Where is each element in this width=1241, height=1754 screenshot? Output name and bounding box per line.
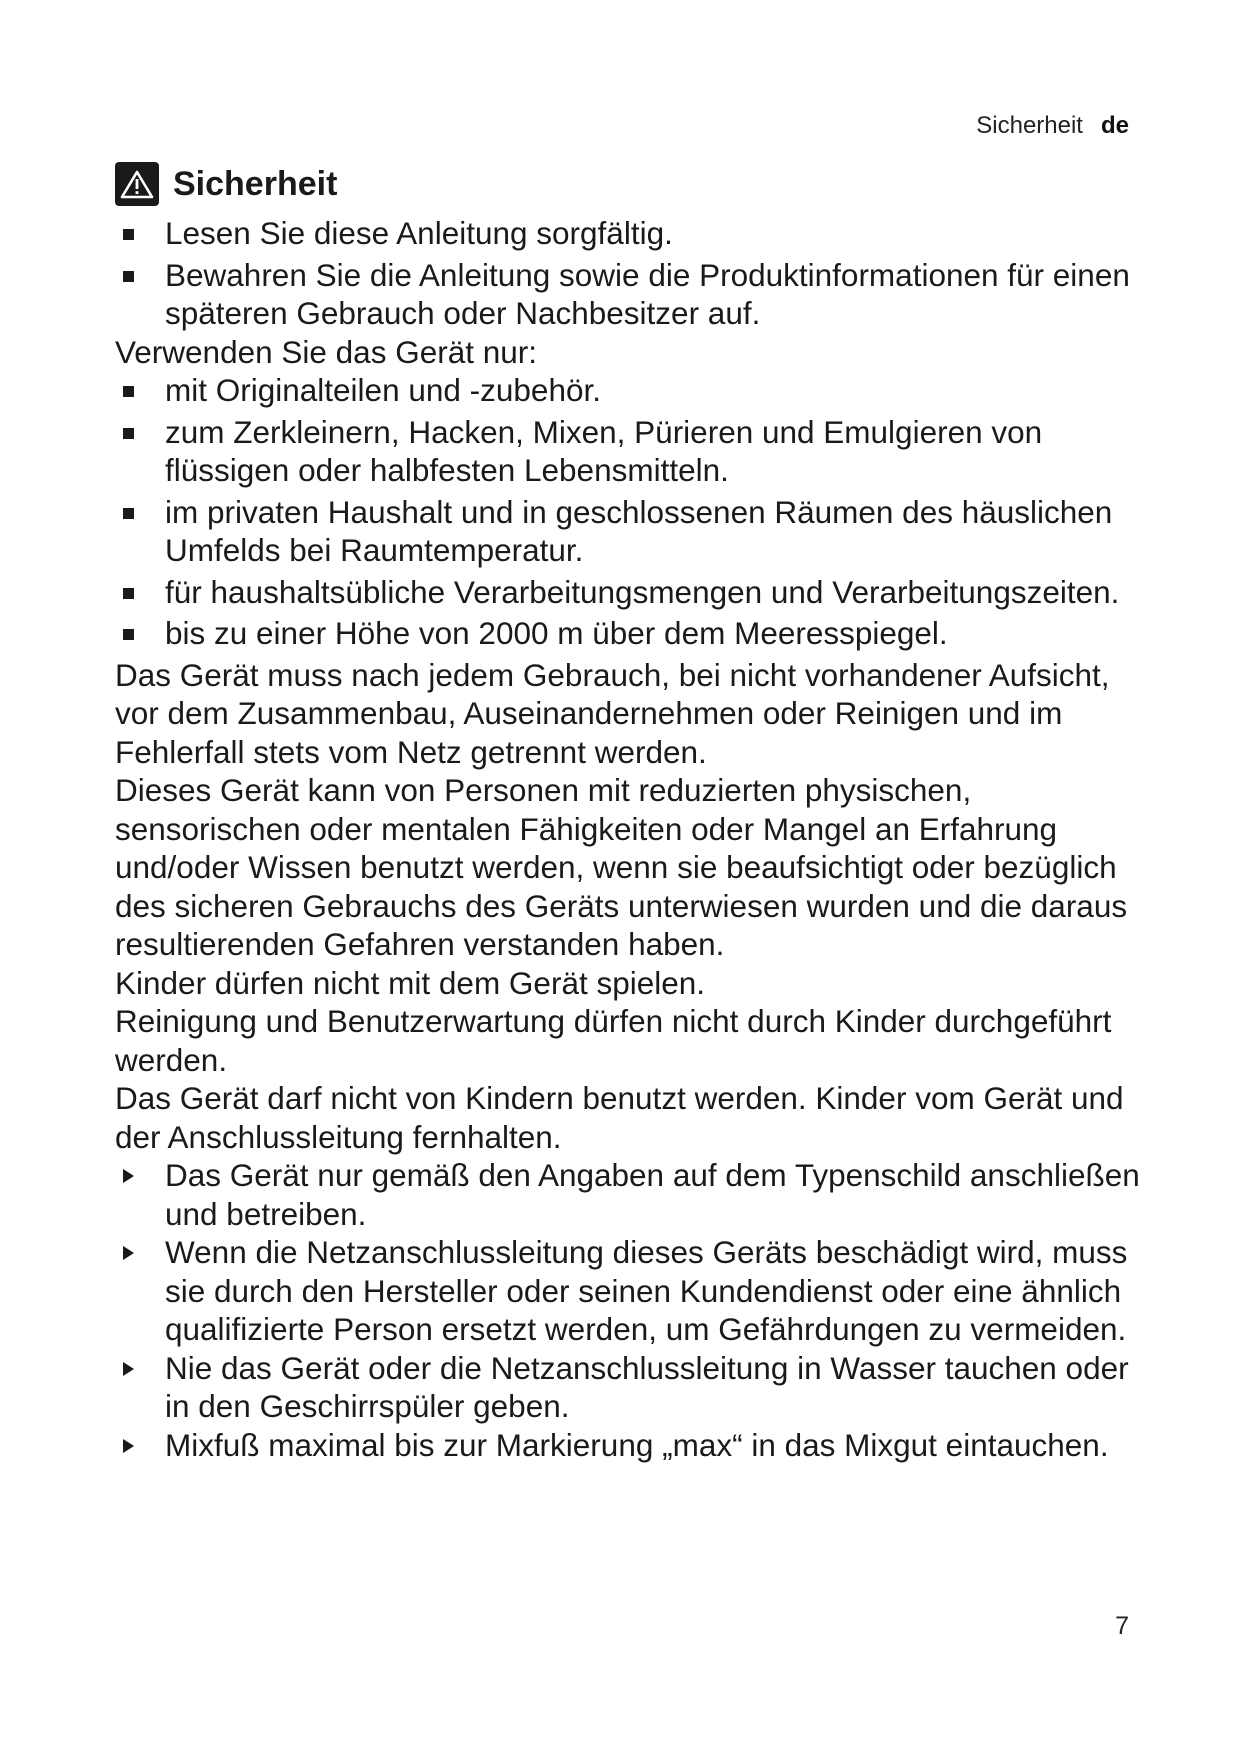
list-item: Lesen Sie diese Anleitung sorgfältig. (115, 214, 1150, 253)
warning-triangle-icon (115, 162, 159, 206)
bullet-square-icon (123, 588, 134, 599)
paragraph: Kinder dürfen nicht mit dem Gerät spielen. (115, 964, 706, 1001)
bullet-square-icon (123, 508, 134, 519)
bullet-square-icon (123, 386, 134, 397)
list-item: bis zu einer Höhe von 2000 m über dem Meeresspiegel. (115, 614, 1150, 653)
running-header (976, 112, 1129, 140)
instruction-item: Wenn die Netzanschlussleitung dieses Geräts beschädigt wird, muss sie durch den Hersteller oder seinen Kundendienst oder eine ähnlich qualifizierte Person ersetzt werden, um Gefährdungen zu vermeiden. (115, 1233, 1150, 1349)
list-item: mit Originalteilen und -zubehör. (115, 371, 1150, 410)
list-item: Bewahren Sie die Anleitung sowie die Produktinformationen für einen späteren Gebrauch oder Nachbesitzer auf. (115, 256, 1150, 333)
language-code: de (1100, 112, 1129, 139)
bullet-square-icon (123, 271, 134, 282)
section-title: Sicherheit (173, 164, 338, 203)
list-item: im privaten Haushalt und in geschlossenen Räumen des häuslichen Umfelds bei Raumtemperatur. (115, 493, 1150, 570)
bullet-square-icon (123, 629, 134, 640)
list-item: zum Zerkleinern, Hacken, Mixen, Pürieren und Emulgieren von flüssigen oder halbfesten Lebensmitteln. (115, 413, 1150, 490)
instruction-item: Nie das Gerät oder die Netzanschlussleitung in Wasser tauchen oder in den Geschirrspüler geben. (115, 1349, 1150, 1426)
arrow-right-icon (123, 1362, 134, 1376)
safety-section (115, 160, 1150, 1464)
paragraph: Reinigung und Benutzerwartung dürfen nicht durch Kinder durchgeführt werden. (115, 1003, 1112, 1078)
bullet-square-icon (123, 428, 134, 439)
list-item: für haushaltsübliche Verarbeitungsmengen und Verarbeitungszeiten. (115, 573, 1150, 612)
instruction-item: Mixfuß maximal bis zur Markierung „max“ in das Mixgut eintauchen. (115, 1426, 1150, 1465)
arrow-right-icon (123, 1439, 134, 1453)
paragraph: Das Gerät darf nicht von Kindern benutzt werden. Kinder vom Gerät und der Anschlussleitung fernhalten. (115, 1080, 1124, 1155)
instruction-item: Das Gerät nur gemäß den Angaben auf dem Typenschild anschließen und betreiben. (115, 1156, 1150, 1233)
running-header-section: Sicherheit (976, 112, 1083, 139)
arrow-right-icon (123, 1169, 134, 1183)
page-number: 7 (1115, 1612, 1129, 1640)
section-heading (115, 160, 1150, 208)
bullet-square-icon (123, 229, 134, 240)
paragraph: Dieses Gerät kann von Personen mit reduzierten physischen, sensorischen oder mentalen Fähigkeiten oder Mangel an Erfahrung und/oder Wissen benutzt werden, wenn sie beaufsichtigt oder bezüglich des sicheren Gebrauchs des Geräts unterwiesen wurden und die daraus resultierenden Gefahren verstanden haben. (115, 772, 1128, 962)
paragraph-use: Verwenden Sie das Gerät nur: (115, 333, 538, 370)
arrow-right-icon (123, 1246, 134, 1260)
paragraph: Das Gerät muss nach jedem Gebrauch, bei nicht vorhandener Aufsicht, vor dem Zusammenbau, Auseinandernehmen oder Reinigen und im Fehlerfall stets vom Netz getrennt werden. (115, 656, 1110, 770)
